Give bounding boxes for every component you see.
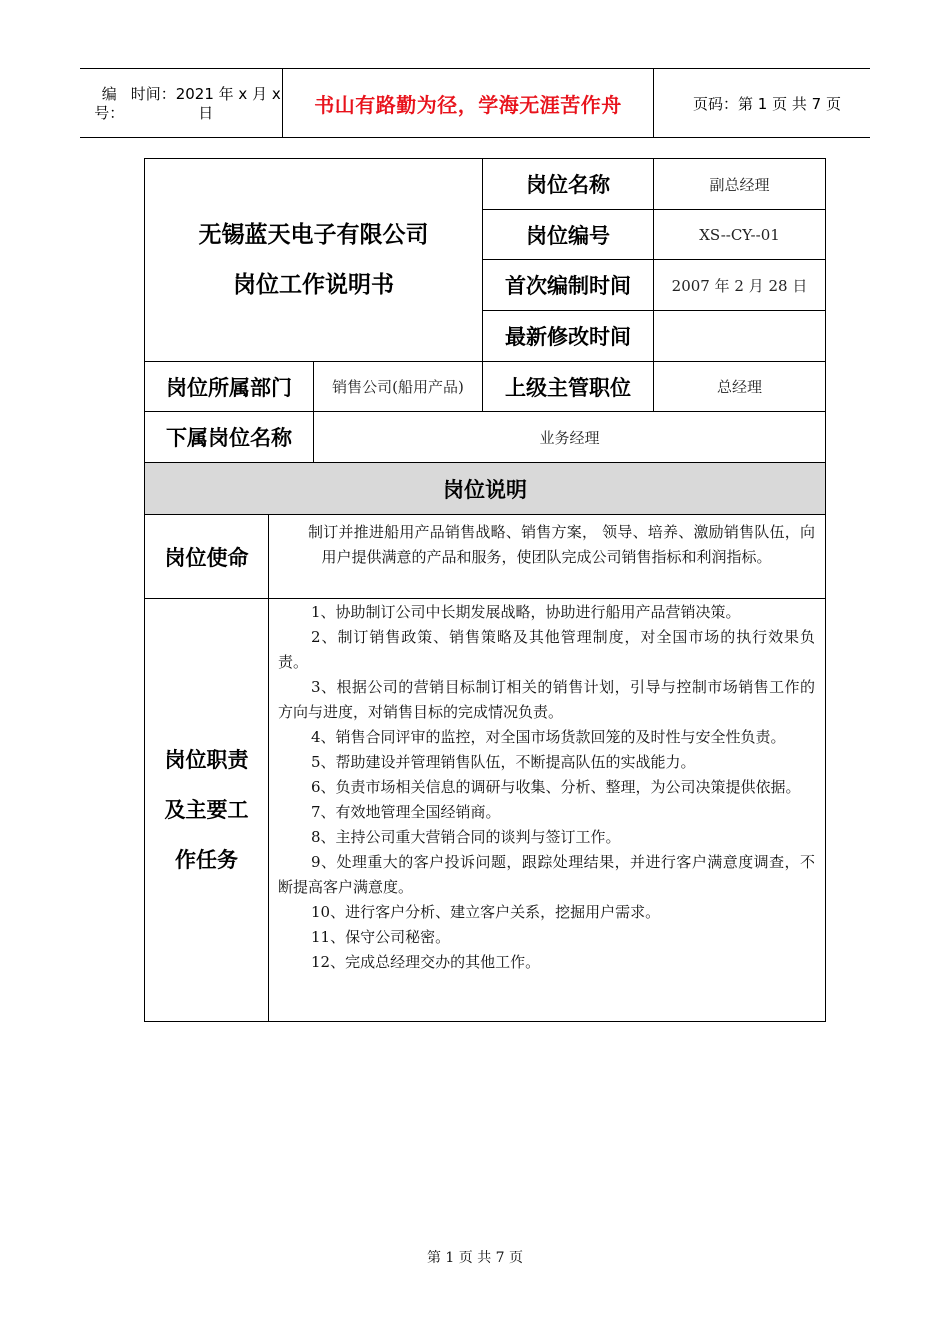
- subordinate-value: 业务经理: [539, 428, 600, 447]
- subordinate-label: 下属岗位名称: [166, 426, 292, 450]
- duty-item: 6、负责市场相关信息的调研与收集、分析、整理，为公司决策提供依据。: [311, 778, 801, 796]
- job-description-table: [144, 158, 826, 1022]
- duties-label-line: 及主要工: [164, 798, 249, 822]
- page-footer: 第 1 页 共 7 页: [426, 1250, 524, 1266]
- position-code-label: 岗位编号: [526, 223, 610, 248]
- document-number-label: 编号：: [94, 85, 125, 122]
- position-code-value: XS--CY--01: [699, 225, 780, 244]
- duty-item: 12、完成总经理交办的其他工作。: [311, 953, 541, 971]
- supervisor-label: 上级主管职位: [505, 375, 631, 400]
- latest-revision-value: [654, 311, 825, 361]
- position-name-label: 岗位名称: [526, 173, 610, 197]
- document-title: 岗位工作说明书: [233, 272, 394, 298]
- first-compiled-value: 2007 年 2 月 28 日: [671, 276, 808, 295]
- duty-item: 7、有效地管理全国经销商。: [311, 803, 501, 821]
- page-header: [80, 68, 870, 138]
- position-name-value: 副总经理: [709, 175, 770, 194]
- department-value: 销售公司(船用产品): [332, 378, 464, 396]
- duties-label-line: 岗位职责: [164, 748, 249, 772]
- header-page-info: 页码：第 1 页 共 7 页: [693, 94, 841, 113]
- duty-item: 3、根据公司的营销目标制订相关的销售计划，引导与控制市场销售工作的方向与进度，对销售目标的完成情况负责。: [278, 678, 815, 721]
- duties-label-line: 作任务: [175, 848, 238, 872]
- document-time: 时间：2021 年 x 月 x 日: [130, 85, 281, 122]
- department-label: 岗位所属部门: [166, 375, 292, 400]
- section-title-job-description: 岗位说明: [145, 463, 825, 514]
- mission-label: 岗位使命: [164, 545, 249, 570]
- duty-item: 10、进行客户分析、建立客户关系，挖掘用户需求。: [311, 903, 661, 921]
- supervisor-value: 总经理: [716, 378, 762, 396]
- duty-item: 2、制订销售政策、销售策略及其他管理制度，对全国市场的执行效果负责。: [278, 628, 815, 671]
- company-name: 无锡蓝天电子有限公司: [198, 222, 429, 248]
- duty-item: 5、帮助建设并管理销售队伍，不断提高队伍的实战能力。: [311, 753, 696, 771]
- duties-list: [268, 599, 825, 1021]
- duty-item: 11、保守公司秘密。: [311, 928, 451, 946]
- first-compiled-label: 首次编制时间: [505, 274, 631, 298]
- latest-revision-label: 最新修改时间: [505, 325, 631, 349]
- duty-item: 4、销售合同评审的监控，对全国市场货款回笼的及时性与安全性负责。: [311, 728, 786, 746]
- duty-item: 1、协助制订公司中长期发展战略，协助进行船用产品营销决策。: [311, 603, 741, 621]
- duties-label: [145, 599, 268, 1021]
- header-motto: 书山有路勤为径，学海无涯苦作舟: [282, 69, 654, 137]
- mission-text: 制订并推进船用产品销售战略、销售方案， 领导、培养、激励销售队伍，向用户提供满意的产品和服务，使团队完成公司销售指标和利润指标。: [308, 523, 815, 566]
- document-title-block: [145, 159, 482, 361]
- duty-item: 9、处理重大的客户投诉问题，跟踪处理结果，并进行客户满意度调查，不断提高客户满意度。: [278, 853, 815, 896]
- header-meta: [80, 69, 282, 137]
- duty-item: 8、主持公司重大营销合同的谈判与签订工作。: [311, 828, 621, 846]
